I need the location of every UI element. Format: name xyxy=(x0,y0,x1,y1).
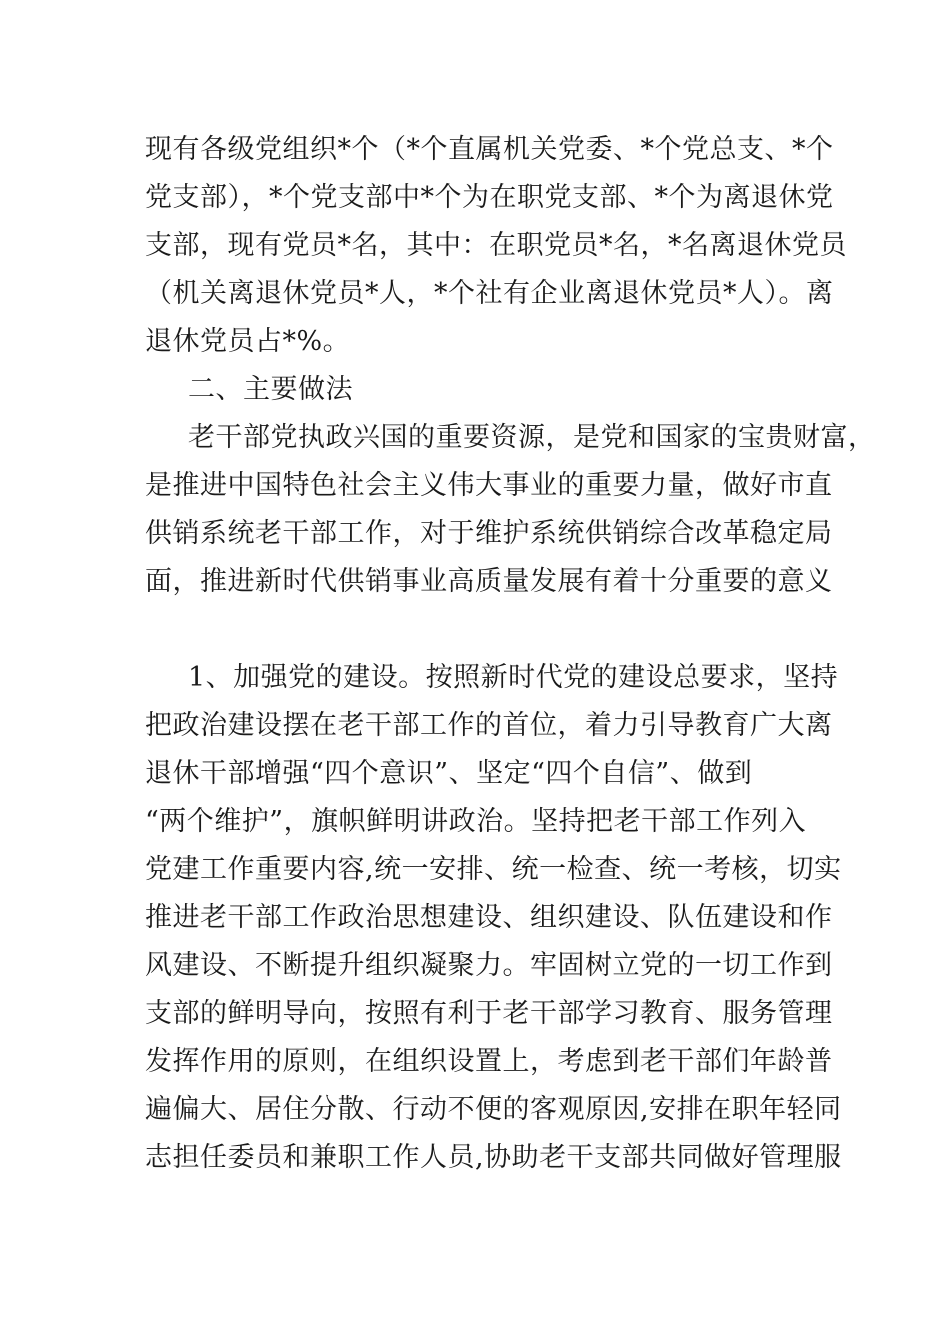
text-line: 志担任委员和兼职工作人员,协助老干支部共同做好管理服 xyxy=(145,1142,842,1173)
text-line: 是推进中国特色社会主义伟大事业的重要力量，做好市直 xyxy=(145,470,833,501)
section-heading: 二、主要做法 xyxy=(188,374,353,405)
text-line: 退休党员占*%。 xyxy=(145,326,351,357)
text-line: 风建设、不断提升组织凝聚力。牢固树立党的一切工作到 xyxy=(145,950,833,981)
text-line: 党建工作重要内容,统一安排、统一检查、统一考核，切实 xyxy=(145,854,842,885)
subsection-line: 1、加强党的建设。按照新时代党的建设总要求，坚持 xyxy=(188,662,839,693)
text-line: 遍偏大、居住分散、行动不便的客观原因,安排在职年轻同 xyxy=(145,1094,842,1125)
text-line: 推进老干部工作政治思想建设、组织建设、队伍建设和作 xyxy=(145,902,833,933)
text-line: 退休干部增强“四个意识”、坚定“四个自信”、做到 xyxy=(145,758,753,789)
text-line: 老干部党执政兴国的重要资源，是党和国家的宝贵财富， xyxy=(188,422,876,453)
text-line: “两个维护”，旗帜鲜明讲政治。坚持把老干部工作列入 xyxy=(145,806,807,837)
text-line: （机关离退休党员*人，*个社有企业离退休党员*人）。离 xyxy=(145,278,834,309)
text-line: 支部，现有党员*名，其中：在职党员*名，*名离退休党员 xyxy=(145,230,847,261)
text-line: 支部的鲜明导向，按照有利于老干部学习教育、服务管理 xyxy=(145,998,833,1029)
text-line: 供销系统老干部工作，对于维护系统供销综合改革稳定局 xyxy=(145,518,833,549)
text-line: 党支部），*个党支部中*个为在职党支部、*个为离退休党 xyxy=(145,182,834,213)
text-line: 发挥作用的原则，在组织设置上，考虑到老干部们年龄普 xyxy=(145,1046,833,1077)
text-line: 把政治建设摆在老干部工作的首位，着力引导教育广大离 xyxy=(145,710,833,741)
text-line: 现有各级党组织*个（*个直属机关党委、*个党总支、*个 xyxy=(145,134,834,165)
text-line: 面，推进新时代供销事业高质量发展有着十分重要的意义 xyxy=(145,566,833,597)
